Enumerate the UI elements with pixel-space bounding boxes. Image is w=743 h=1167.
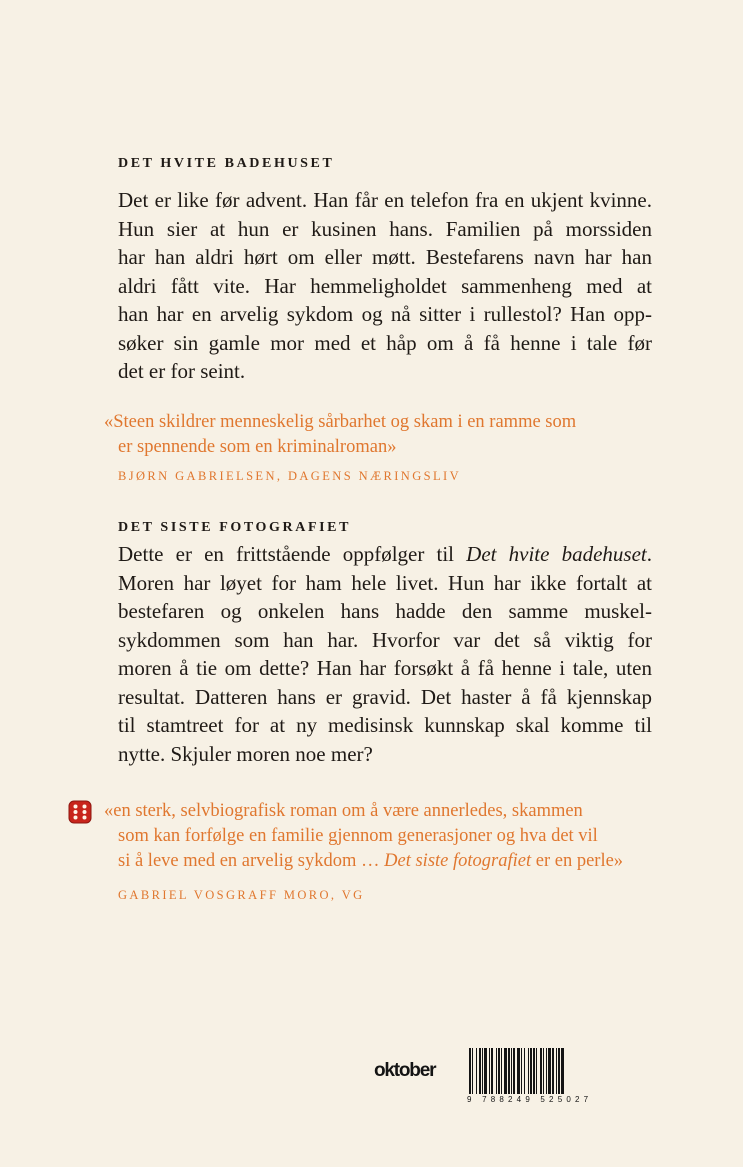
barcode-bar: [521, 1048, 522, 1094]
barcode-bar: [469, 1048, 471, 1094]
barcode-bar: [504, 1048, 507, 1094]
barcode-bar: [513, 1048, 515, 1094]
barcode: [467, 1048, 631, 1096]
book2-review-attribution: GABRIEL VOSGRAFF MORO, VG: [118, 888, 365, 902]
barcode-bar: [540, 1048, 542, 1094]
book-title-reference: Det hvite badehuset: [466, 542, 647, 566]
barcode-bar: [489, 1048, 490, 1094]
barcode-bar: [472, 1048, 473, 1094]
quote-line: som kan forfølge en familie gjennom generasjoner og hva det vil: [118, 826, 598, 846]
barcode-bar: [558, 1048, 560, 1094]
barcode-bar: [561, 1048, 564, 1094]
barcode-bar: [524, 1048, 525, 1094]
barcode-bar: [496, 1048, 497, 1094]
barcode-bar: [530, 1048, 532, 1094]
barcode-bar: [546, 1048, 547, 1094]
quote-line: «Steen skildrer menneskelig sårbarhet og skam i en ramme som: [104, 412, 577, 432]
quote-line: «en sterk, selvbiografisk roman om å være annerledes, skammen: [104, 801, 583, 821]
book1-line: aldri fått vite. Har hemmeligholdet sammenheng med at: [118, 273, 652, 298]
text-run: er en perle»: [531, 851, 624, 871]
barcode-bar: [501, 1048, 502, 1094]
barcode-bar: [528, 1048, 529, 1094]
quote-line: [104, 849, 652, 874]
book1-line: har han aldri hørt om eller møtt. Bestefarens navn har han: [118, 245, 652, 269]
barcode-bar: [476, 1048, 477, 1094]
book2-description: [118, 540, 652, 768]
text-run: si å leve med en arvelig sykdom …: [118, 851, 385, 871]
barcode-bar: [479, 1048, 481, 1094]
book1-line: Det er like før advent. Han får en telefon fra en ukjent kvinne.: [118, 188, 652, 212]
book2-line: [118, 540, 652, 569]
book1-review-attribution: BJØRN GABRIELSEN, DAGENS NÆRINGSLIV: [118, 469, 462, 483]
barcode-bar: [491, 1048, 493, 1094]
barcode-bar: [552, 1048, 554, 1094]
barcode-bar: [484, 1048, 487, 1094]
book2-line: bestefaren og onkelen hans hadde den samme muskel-: [118, 599, 652, 623]
book2-title: DET SISTE FOTOGRAFIET: [118, 520, 352, 535]
book2-line: moren å tie om dette? Han har forsøkt å få henne i tale, uten: [118, 656, 652, 680]
barcode-bar: [482, 1048, 483, 1094]
barcode-bar: [508, 1048, 510, 1094]
book1-description: [118, 186, 652, 386]
book2-line: Moren har løyet for ham hele livet. Hun har ikke fortalt at: [118, 570, 652, 595]
book1-line: Hun sier at hun er kusinen hans. Familien på morssiden: [118, 216, 652, 241]
isbn-number: 9 788249 525027: [467, 1095, 593, 1104]
barcode-bar: [536, 1048, 537, 1094]
book1-title: DET HVITE BADEHUSET: [118, 156, 335, 171]
barcode-bar: [511, 1048, 512, 1094]
book2-line: nytte. Skjuler moren noe mer?: [118, 741, 373, 766]
book-title-reference: Det siste fotografiet: [384, 851, 532, 871]
book1-line: søker sin gamle mor med et håp om å få henne i tale før: [118, 330, 652, 355]
barcode-bar: [548, 1048, 551, 1094]
text-run: Dette er en frittstående oppfølger til: [118, 542, 467, 566]
book1-review-quote: [104, 410, 652, 460]
barcode-bar: [556, 1048, 557, 1094]
barcode-bar: [543, 1048, 544, 1094]
barcode-bar: [517, 1048, 520, 1094]
barcode-bar: [498, 1048, 500, 1094]
book2-line: resultat. Datteren hans er gravid. Det haster å få kjennskap: [118, 684, 652, 709]
book2-line: sykdommen som han har. Hvorfor var det så viktig for: [118, 627, 652, 652]
book1-line: det er for seint.: [118, 359, 246, 383]
text-run: .: [646, 542, 652, 566]
barcode-bar: [533, 1048, 535, 1094]
dice-six-icon: [68, 800, 92, 824]
book1-line: han har en arvelig sykdom og nå sitter i rullestol? Han opp-: [118, 302, 652, 326]
book2-review-quote: [104, 799, 652, 874]
book2-line: til stamtreet for at ny medisinsk kunnskap skal komme til: [118, 713, 652, 737]
quote-line: er spennende som en kriminalroman»: [118, 437, 397, 457]
publisher-logo: oktober: [374, 1060, 436, 1081]
